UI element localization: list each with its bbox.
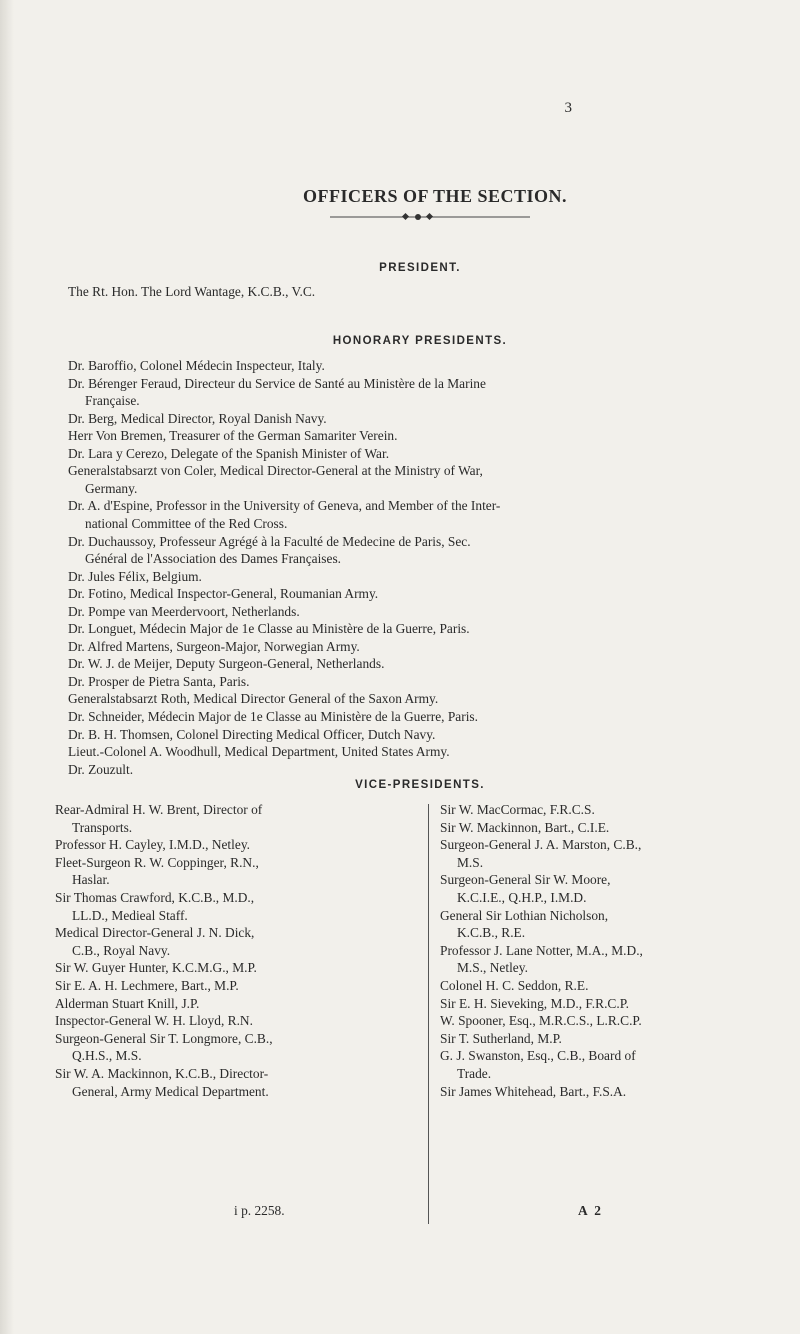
footer-reference: i p. 2258. [234,1203,285,1218]
list-line: Generalstabsarzt Roth, Medical Director General of the Saxon Army. [68,691,439,707]
list-line: Française. [85,393,140,409]
list-line: Dr. Berg, Medical Director, Royal Danish Navy. [68,410,327,426]
list-line: Dr. Schneider, Médecin Major de 1e Classe au Ministère de la Guerre, Paris. [68,709,478,724]
list-line: Dr. Zouzult. [68,761,134,777]
list-line: Dr. Duchaussoy, Professeur Agrégé à la Faculté de Medecine de Paris, Sec. [68,533,471,549]
page-number: 3 [564,100,572,116]
list-line: General, Army Medical Department. [72,1083,269,1099]
list-line: C.B., Royal Navy. [72,942,171,958]
list-line: M.S. [457,854,484,870]
page-edge-shadow [0,0,14,1334]
list-line: Herr Von Bremen, Treasurer of the German Samariter Verein. [68,428,398,444]
footer-signature: A 2 [578,1203,603,1218]
list-line: W. Spooner, Esq., M.R.C.S., L.R.C.P. [440,1013,642,1029]
list-line: Colonel H. C. Seddon, R.E. [440,978,589,993]
list-line: Surgeon-General Sir W. Moore, [440,872,611,888]
vice-heading: VICE-PRESIDENTS. [355,779,485,791]
list-line: Transports. [72,819,133,835]
list-line: Sir W. Guyer Hunter, K.C.M.G., M.P. [55,960,257,976]
list-line: Général de l'Association des Dames Françaises. [85,551,342,567]
list-line: Dr. A. d'Espine, Professor in the University of Geneva, and Member of the Inter- [68,498,501,514]
list-line: General Sir Lothian Nicholson, [440,907,609,923]
ornament-diamond-right [426,213,433,220]
list-line: national Committee of the Red Cross. [85,515,288,531]
list-line: Fleet-Surgeon R. W. Coppinger, R.N., [55,854,259,870]
list-line: Sir Thomas Crawford, K.C.B., M.D., [55,890,255,905]
ornament-dot [415,214,421,220]
list-line: K.C.I.E., Q.H.P., I.M.D. [457,890,587,905]
list-line: Medical Director-General J. N. Dick, [55,925,255,941]
list-line: Dr. Bérenger Feraud, Directeur du Service de Santé au Ministère de la Marine [68,375,486,391]
list-line: Dr. Jules Félix, Belgium. [68,568,202,584]
list-line: Sir James Whitehead, Bart., F.S.A. [440,1083,627,1099]
list-line: Alderman Stuart Knill, J.P. [55,995,200,1011]
list-line: Surgeon-General Sir T. Longmore, C.B., [55,1030,273,1046]
list-line: Sir W. A. Mackinnon, K.C.B., Director- [55,1066,269,1081]
ornament-divider [330,212,530,222]
list-line: Surgeon-General J. A. Marston, C.B., [440,837,642,853]
list-line: Haslar. [72,872,110,888]
list-line: Rear-Admiral H. W. Brent, Director of [55,802,263,817]
list-line: Q.H.S., M.S. [72,1048,142,1064]
list-line: Dr. Longuet, Médecin Major de 1e Classe au Ministère de la Guerre, Paris. [68,621,470,637]
list-line: Dr. Prosper de Pietra Santa, Paris. [68,673,250,689]
list-line: G. J. Swanston, Esq., C.B., Board of [440,1048,636,1064]
list-line: Sir W. Mackinnon, Bart., C.I.E. [440,819,610,835]
list-line: Dr. Fotino, Medical Inspector-General, Roumanian Army. [68,586,379,602]
ornament-diamond-left [402,213,409,220]
list-line: Dr. W. J. de Meijer, Deputy Surgeon-General, Netherlands. [68,656,385,672]
list-line: Trade. [457,1066,492,1081]
list-line: Professor H. Cayley, I.M.D., Netley. [55,837,250,853]
list-line: Inspector-General W. H. Lloyd, R.N. [55,1013,253,1029]
list-line: M.S., Netley. [457,960,528,976]
list-line: LL.D., Medieal Staff. [72,907,188,923]
list-line: Professor J. Lane Notter, M.A., M.D., [440,942,643,958]
list-line: Dr. Lara y Cerezo, Delegate of the Spanish Minister of War. [68,445,390,461]
column-divider [428,804,429,1224]
president-line: The Rt. Hon. The Lord Wantage, K.C.B., V.C. [68,284,316,299]
list-line: Sir E. H. Sieveking, M.D., F.R.C.P. [440,995,630,1011]
list-line: Lieut.-Colonel A. Woodhull, Medical Department, United States Army. [68,744,450,760]
list-line: Germany. [85,480,138,496]
honorary-heading: HONORARY PRESIDENTS. [332,335,508,347]
list-line: Sir E. A. H. Lechmere, Bart., M.P. [55,978,239,993]
list-line: Sir T. Sutherland, M.P. [440,1030,562,1046]
list-line: Dr. Pompe van Meerdervoort, Netherlands. [68,603,300,619]
page-title: OFFICERS OF THE SECTION. [302,186,568,206]
list-line: Generalstabsarzt von Coler, Medical Director-General at the Ministry of War, [68,463,483,479]
list-line: Dr. Baroffio, Colonel Médecin Inspecteur, Italy. [68,358,325,373]
list-line: Dr. B. H. Thomsen, Colonel Directing Medical Officer, Dutch Navy. [68,726,436,742]
list-line: K.C.B., R.E. [457,925,526,941]
list-line: Sir W. MacCormac, F.R.C.S. [440,802,595,817]
list-line: Dr. Alfred Martens, Surgeon-Major, Norwegian Army. [68,638,360,654]
president-heading: PRESIDENT. [379,262,461,274]
